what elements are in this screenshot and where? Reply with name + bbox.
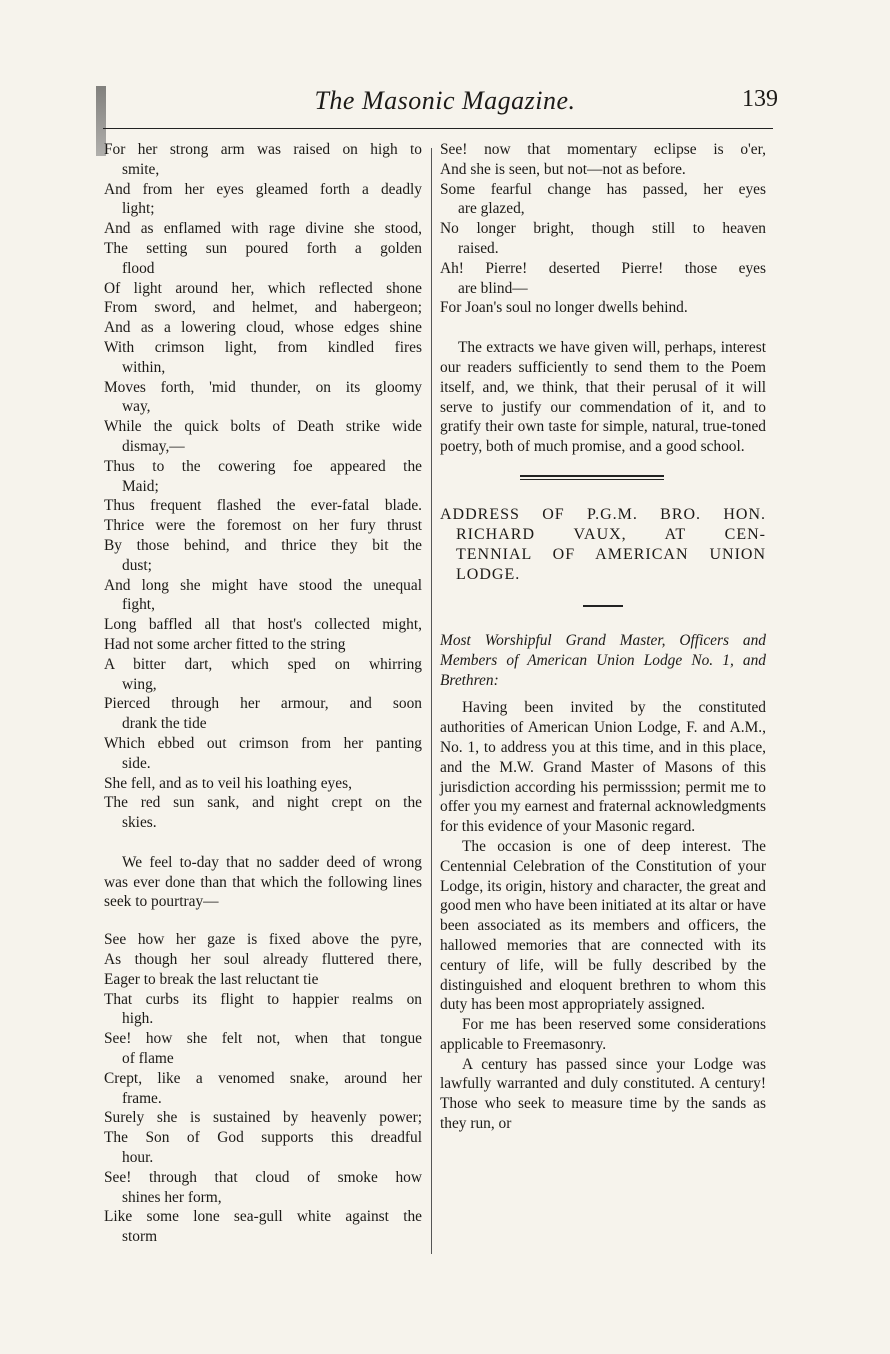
- verse-continuation: Maid;: [122, 477, 159, 495]
- verse-continuation: skies.: [122, 814, 157, 832]
- verse-line: No longer bright, though still to heaven: [440, 220, 766, 238]
- prose-text: The extracts we have given will, perhaps, interest our readers sufficiently to send them to the Poem itself, and, we think, that their perusal of it will serve to justify our commendation of it, and to gratify their own taste for simple, natural, true-toned poetry, both of much promise, and a good school.: [440, 339, 766, 456]
- verse-continuation: of flame: [122, 1050, 174, 1068]
- verse-line: The setting sun poured forth a golden: [104, 239, 422, 257]
- column-divider: [431, 148, 432, 1254]
- verse-continuation: are blind—: [458, 279, 528, 297]
- verse-continuation: light;: [122, 200, 155, 218]
- verse-line: She fell, and as to veil his loathing eyes,: [104, 774, 352, 792]
- verse-continuation: storm: [122, 1228, 158, 1246]
- header-rule: [103, 128, 773, 129]
- verse-line: Surely she is sustained by heavenly power;: [104, 1109, 422, 1127]
- verse-continuation: way,: [122, 398, 151, 416]
- verse-line: Thrice were the foremost on her fury thrust: [104, 517, 422, 535]
- address-paragraph: For me has been reserved some considerations applicable to Freemasonry.: [440, 1016, 766, 1053]
- verse-continuation: shines her form,: [122, 1188, 222, 1206]
- verse-line: And as enflamed with rage divine she stood,: [104, 220, 422, 238]
- verse-continuation: are glazed,: [458, 200, 525, 218]
- verse-line: By those behind, and thrice they bit the: [104, 536, 422, 554]
- verse-line: That curbs its flight to happier realms on: [104, 990, 422, 1008]
- verse-line: For Joan's soul no longer dwells behind.: [440, 299, 688, 317]
- verse-line: Thus frequent flashed the ever-fatal blade.: [104, 497, 422, 515]
- verse-line: Pierced through her armour, and soon: [104, 695, 422, 713]
- verse-line: Moves forth, 'mid thunder, on its gloomy: [104, 378, 422, 396]
- verse-line: See how her gaze is fixed above the pyre,: [104, 931, 422, 949]
- left-column: [104, 140, 422, 1267]
- verse-continuation: high.: [122, 1010, 154, 1028]
- verse-continuation: hour.: [122, 1149, 154, 1167]
- verse-continuation: within,: [122, 358, 166, 376]
- right-column: [440, 140, 766, 1134]
- verse-line: Like some lone sea-gull white against the: [104, 1208, 422, 1226]
- section-ornament-rule: [440, 475, 766, 481]
- verse-line: Eager to break the last reluctant tie: [104, 970, 319, 988]
- address-heading: ADDRESS OF P.G.M. BRO. HON. RICHARD VAUX, AT CEN- TENNIAL OF AMERICAN UNION LODGE.: [440, 505, 766, 583]
- verse-line: The Son of God supports this dreadful: [104, 1129, 422, 1147]
- verse-line: See! now that momentary eclipse is o'er,: [440, 141, 766, 158]
- heading-rule: [583, 605, 623, 607]
- address-salutation: Most Worshipful Grand Master, Officers and Members of American Union Lodge No. 1, and Brethren:: [440, 631, 766, 689]
- verse-continuation: fight,: [122, 596, 155, 614]
- verse-line: Which ebbed out crimson from her panting: [104, 734, 422, 752]
- verse-continuation: frame.: [122, 1089, 162, 1107]
- address-body: [440, 698, 766, 1134]
- verse-continuation: flood: [122, 259, 155, 277]
- prose-text: We feel to-day that no sadder deed of wrong was ever done than that which the following lines seek to pourtray—: [104, 853, 422, 911]
- verse-continuation: smite,: [122, 160, 160, 178]
- verse-line: With crimson light, from kindled fires: [104, 338, 422, 356]
- verse-line: Had not some archer fitted to the string: [104, 635, 346, 653]
- verse-line: Crept, like a venomed snake, around her: [104, 1069, 422, 1087]
- verse-line: And she is seen, but not—not as before.: [440, 160, 686, 178]
- verse-continuation: dismay,—: [122, 437, 185, 455]
- verse-line: From sword, and helmet, and habergeon;: [104, 299, 422, 317]
- verse-line: Long baffled all that host's collected might,: [104, 616, 422, 634]
- poem-stanza-2: [104, 930, 422, 1247]
- verse-line: While the quick bolts of Death strike wide: [104, 418, 422, 436]
- prose-paragraph: [104, 853, 422, 912]
- verse-line: The red sun sank, and night crept on the: [104, 794, 422, 812]
- verse-line: Some fearful change has passed, her eyes: [440, 180, 766, 198]
- verse-line: Thus to the cowering foe appeared the: [104, 457, 422, 475]
- verse-line: Of light around her, which reflected shone: [104, 279, 422, 297]
- address-paragraph: A century has passed since your Lodge was lawfully warranted and duly constituted. A century! Those who seek to measure time by the sands as they run, or: [440, 1055, 766, 1133]
- verse-line: And as a lowering cloud, whose edges shine: [104, 319, 422, 337]
- verse-continuation: wing,: [122, 675, 157, 693]
- page-title: The Masonic Magazine.: [314, 86, 576, 115]
- verse-line: And long she might have stood the unequal: [104, 576, 422, 594]
- address-paragraph: Having been invited by the constituted authorities of American Union Lodge, F. and A.M., No. 1, to address you at this time, and in this place, and the M.W. Grand Master of Masons of this jurisdiction according his permisssion; permit me to offer you my earnest and fraternal acknowledgments for this evidence of your Masonic regard.: [440, 699, 766, 836]
- poem-stanza-3: [440, 140, 766, 318]
- verse-line: See! through that cloud of smoke how: [104, 1168, 422, 1186]
- verse-line: A bitter dart, which sped on whirring: [104, 655, 422, 673]
- verse-continuation: raised.: [458, 239, 499, 257]
- verse-line: As though her soul already fluttered there,: [104, 951, 422, 969]
- poem-stanza-1: [104, 140, 422, 833]
- verse-line: Ah! Pierre! deserted Pierre! those eyes: [440, 259, 766, 277]
- address-paragraph: The occasion is one of deep interest. The Centennial Celebration of the Constitution of your Lodge, its origin, history and character, the great and good men who have been initiated at its altar or have been associated as its members and officers, the hallowed memories that are connected with its century of life, will be fully described by the distinguished and eloquent brethren to whom this duty has been most appropriately assigned.: [440, 837, 766, 1014]
- verse-continuation: drank the tide: [122, 715, 207, 733]
- verse-continuation: side.: [122, 754, 151, 772]
- page-number: 139: [742, 86, 778, 112]
- verse-line: And from her eyes gleamed forth a deadly: [104, 180, 422, 198]
- verse-continuation: dust;: [122, 556, 152, 574]
- closing-paragraph: [440, 338, 766, 457]
- verse-line: See! how she felt not, when that tongue: [104, 1030, 422, 1048]
- verse-line: For her strong arm was raised on high to: [104, 141, 422, 158]
